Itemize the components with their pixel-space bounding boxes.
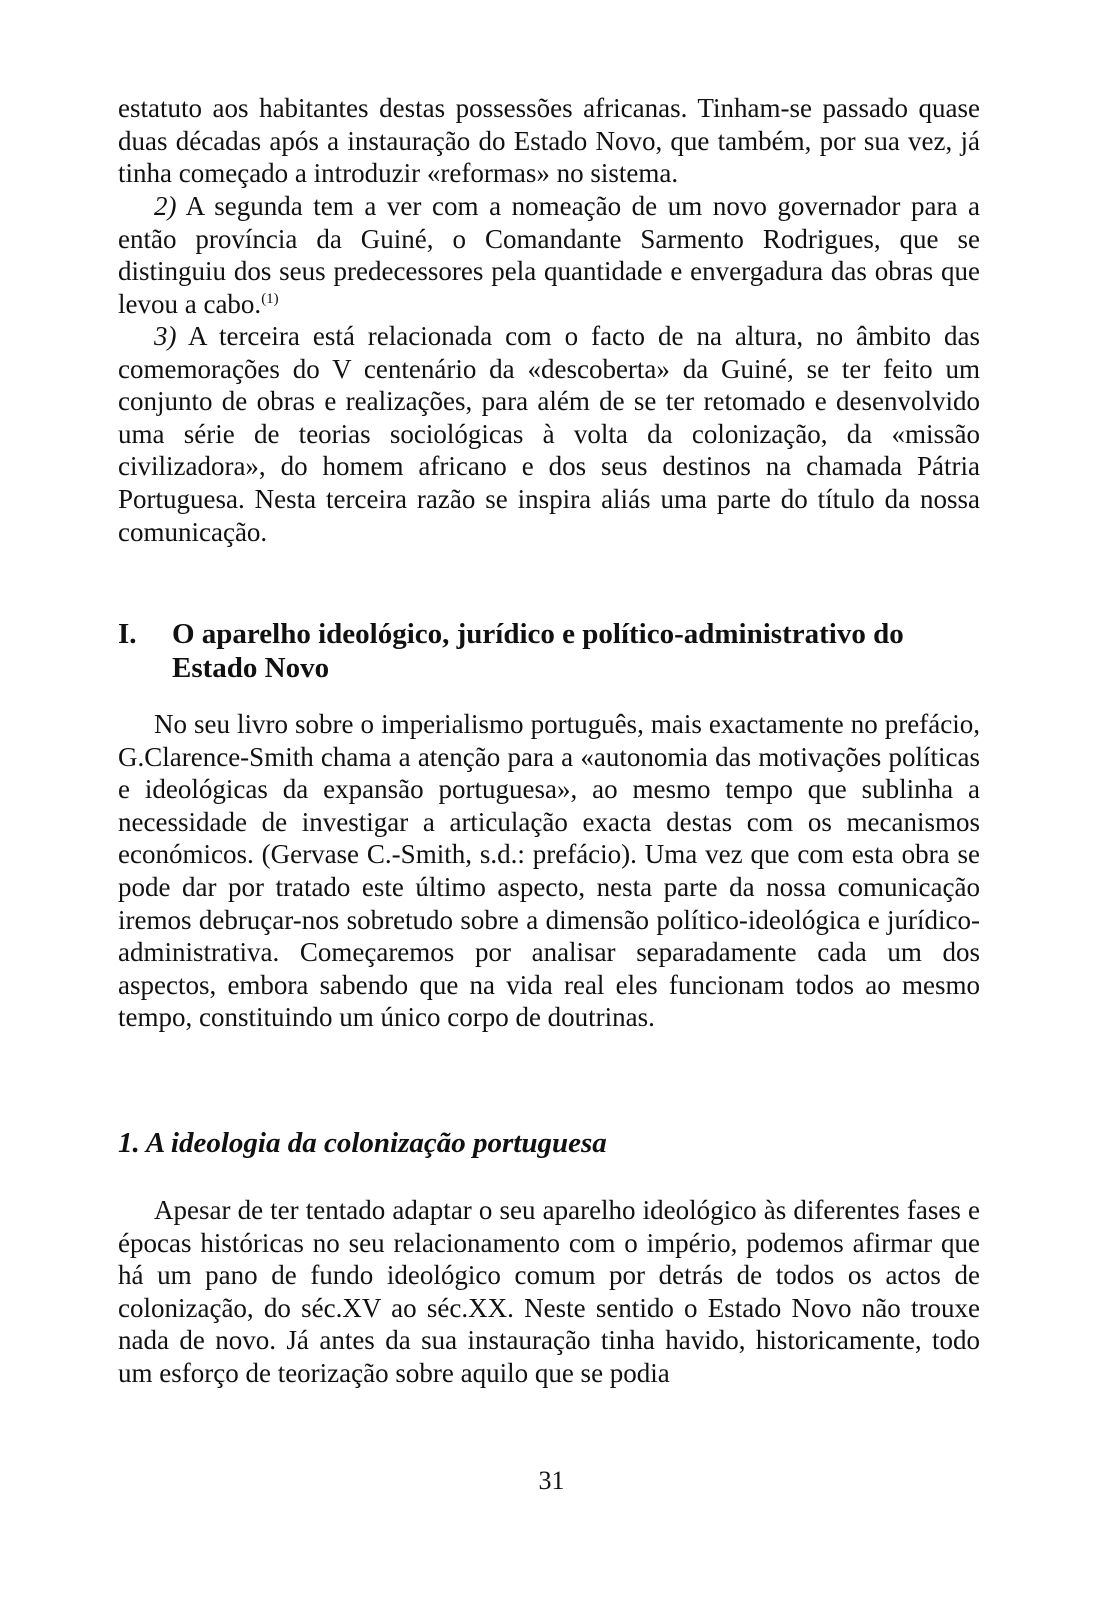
section-paragraph	[118, 708, 980, 1034]
section-heading	[118, 617, 980, 685]
reason-2-marker: 2)	[154, 191, 177, 221]
reason-3-paragraph	[118, 320, 980, 548]
reason-3-marker: 3)	[154, 321, 177, 351]
footnote-reference: (1)	[261, 290, 279, 307]
continuation-paragraph-text: estatuto aos habitantes destas possessões africanas. Tinham-se passado quase duas décadas após a instauração do Estado Novo, que também, por sua vez, já tinha começado a introduzir «reformas» no sistema.	[118, 93, 980, 189]
subsection-paragraph-text: Apesar de ter tentado adaptar o seu aparelho ideológico às diferentes fases e épocas históricas no seu relacionamento com o império, podemos afirmar que há um pano de fundo ideológico comum por detrás de todos os actos de colonização, do séc.XV ao séc.XX. Neste sentido o Estado Novo não trouxe nada de novo. Já antes da sua instauração tinha havido, historicamente, todo um esforço de teorização sobre aquilo que se podia	[118, 1195, 980, 1388]
subsection-heading	[118, 1126, 980, 1160]
section-paragraph-text: No seu livro sobre o imperialismo português, mais exactamente no prefácio, G.Clarence-Smith chama a atenção para a «autonomia das motivações políticas e ideológicas da expansão portuguesa», ao mesmo tempo que sublinha a necessidade de investigar a articulação exacta destas com os mecanismos económicos. (Gervase C.-Smith, s.d.: prefácio). Uma vez que com esta obra se pode dar por tratado este último aspecto, nesta parte da nossa comunicação iremos debruçar-nos sobretudo sobre a dimensão político-ideológica e jurídico-administrativa. Começaremos por analisar separadamente cada um dos aspectos, embora sabendo que na vida real eles funcionam todos ao mesmo tempo, constituindo um único corpo de doutrinas.	[118, 709, 980, 1033]
page-number: 31	[538, 1466, 565, 1495]
subsection-paragraph	[118, 1194, 980, 1390]
continuation-paragraph	[118, 92, 980, 190]
section-title: O aparelho ideológico, jurídico e político-administrativo do Estado Novo	[172, 618, 904, 684]
section-number: I.	[118, 618, 137, 650]
reason-3-text: A terceira está relacionada com o facto de na altura, no âmbito das comemorações do V centenário da «descoberta» da Guiné, se ter feito um conjunto de obras e realizações, para além de se ter retomado e desenvolvido uma série de teorias sociológicas à volta da colonização, da «missão civilizadora», do homem africano e dos seus destinos na chamada Pátria Portuguesa. Nesta terceira razão se inspira aliás uma parte do título da nossa comunicação.	[118, 321, 980, 547]
reason-2-text: A segunda tem a ver com a nomeação de um novo governador para a então província da Guiné, o Comandante Sarmento Rodrigues, que se distinguiu dos seus predecessores pela quantidade e envergadura das obras que levou a cabo.	[118, 191, 980, 319]
reason-2-paragraph	[118, 190, 980, 320]
subsection-title: 1. A ideologia da colonização portuguesa	[118, 1127, 607, 1159]
